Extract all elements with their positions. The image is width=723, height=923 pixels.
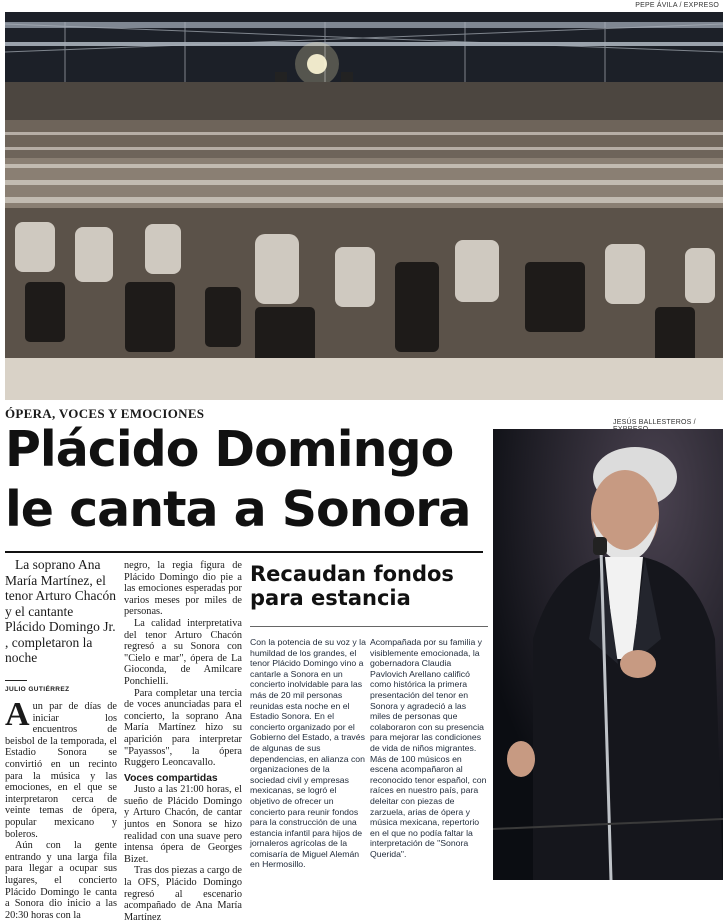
headline-rule (5, 551, 483, 553)
top-photo-credit: PEPE ÁVILA / EXPRESO (635, 2, 719, 9)
body-paragraph: Tras dos piezas a cargo de la OFS, Plácido Domingo regresó al escenario acompañado de Ana María Martínez (124, 865, 242, 923)
stadium-audience-photo (5, 12, 723, 400)
body-paragraph: La calidad interpretativa del tenor Arturo Chacón regresó a su Sonora con "Cielo e mar", ópera de La Gioconda, de Amilcare Ponchielli. (124, 617, 242, 687)
subheading: Voces compartidas (124, 772, 218, 784)
kicker: ÓPERA, VOCES Y EMOCIONES (5, 406, 205, 421)
article-column-1 (5, 557, 117, 921)
body-text: un par de días de iniciar los encuentros de beisbol de la temporada, el Estadio Sonora se convirtió en un recinto para la música y las emociones, en el que se interpretaron cerca de veinte temas de ópera, popular mexicano y boleros. (5, 701, 117, 840)
singer-illustration (493, 429, 723, 880)
sidebar-paragraph: Con la potencia de su voz y la humildad de los grandes, el tenor Plácido Domingo vino a cantarle a Sonora en un concierto inolvidable para las más de 20 mil personas reunidas esta noche en el Estadio Sonora. En el concierto organizado por el Gobierno del Estado, a través de algunas de sus dependencias, en alianza con organizaciones de la sociedad civil y empresas mexicanas, se logró el objetivo de ofrecer un concierto para reunir fondos para la construcción de una estancia infantil para hijos de jornaleros agrícolas de la comisaría de Miguel Alemán en Hermosillo. (250, 637, 366, 870)
drop-cap: A (5, 696, 30, 734)
sidebar-column-1 (250, 637, 366, 870)
singer-photo (493, 429, 723, 880)
article-column-2 (124, 560, 242, 923)
stadium-audience-illustration (5, 12, 723, 400)
byline: JULIO GUTIÉRREZ (5, 685, 70, 693)
sidebar-column-2 (370, 637, 488, 859)
sidebar-paragraph: Acompañada por su familia y visiblemente emocionada, la gobernadora Claudia Pavlovich Arellano calificó como histórica la primera presentación del tenor en Sonora y agradeció a las miles de personas que colaboraron con su presencia para mejorar las condiciones de vida de niños migrantes. Más de 100 músicos en escena acompañaron al reconocido tenor español, con raíces en nuestro país, para deleitar con piezas de zarzuela, arias de ópera y música mexicana, repertorio en el que no podía faltar la interpretación de "Sonora Querida". (370, 637, 487, 859)
sidebar-rule (250, 626, 488, 627)
lead-paragraph: La soprano Ana María Martínez, el tenor Arturo Chacón y el cantante Plácido Domingo Jr. , completaron la noche (5, 557, 116, 665)
body-paragraph: Justo a las 21:00 horas, el sueño de Plácido Domingo y Arturo Chacón, de cantar juntos en Sonora se hizo realidad con una suave pero intensa ópera de Georges Bizet. (124, 784, 242, 865)
body-paragraph: Para completar una tercia de voces anunciadas para el concierto, la soprano Ana María Martínez hizo su aparición para interpretar "Payassos", la ópera Ruggero Leoncavallo. (124, 687, 242, 769)
byline-rule (5, 680, 27, 681)
body-paragraph: Aún con la gente entrando y una larga fila para llegar a ocupar sus lugares, el concierto Plácido Domingo le canta a Sonora dio inicio a las 20:30 horas con la (5, 840, 117, 921)
body-paragraph (5, 696, 117, 840)
sidebar-title: Recaudan fondos para estancia (250, 562, 454, 610)
headline: Plácido Domingo le canta a Sonora (5, 421, 471, 538)
body-paragraph: negro, la regia figura de Plácido Domingo dio pie a las emociones esperadas por varios meses por miles de personas. (124, 560, 242, 618)
side-photo-credit: JESÚS BALLESTEROS / (613, 419, 696, 426)
